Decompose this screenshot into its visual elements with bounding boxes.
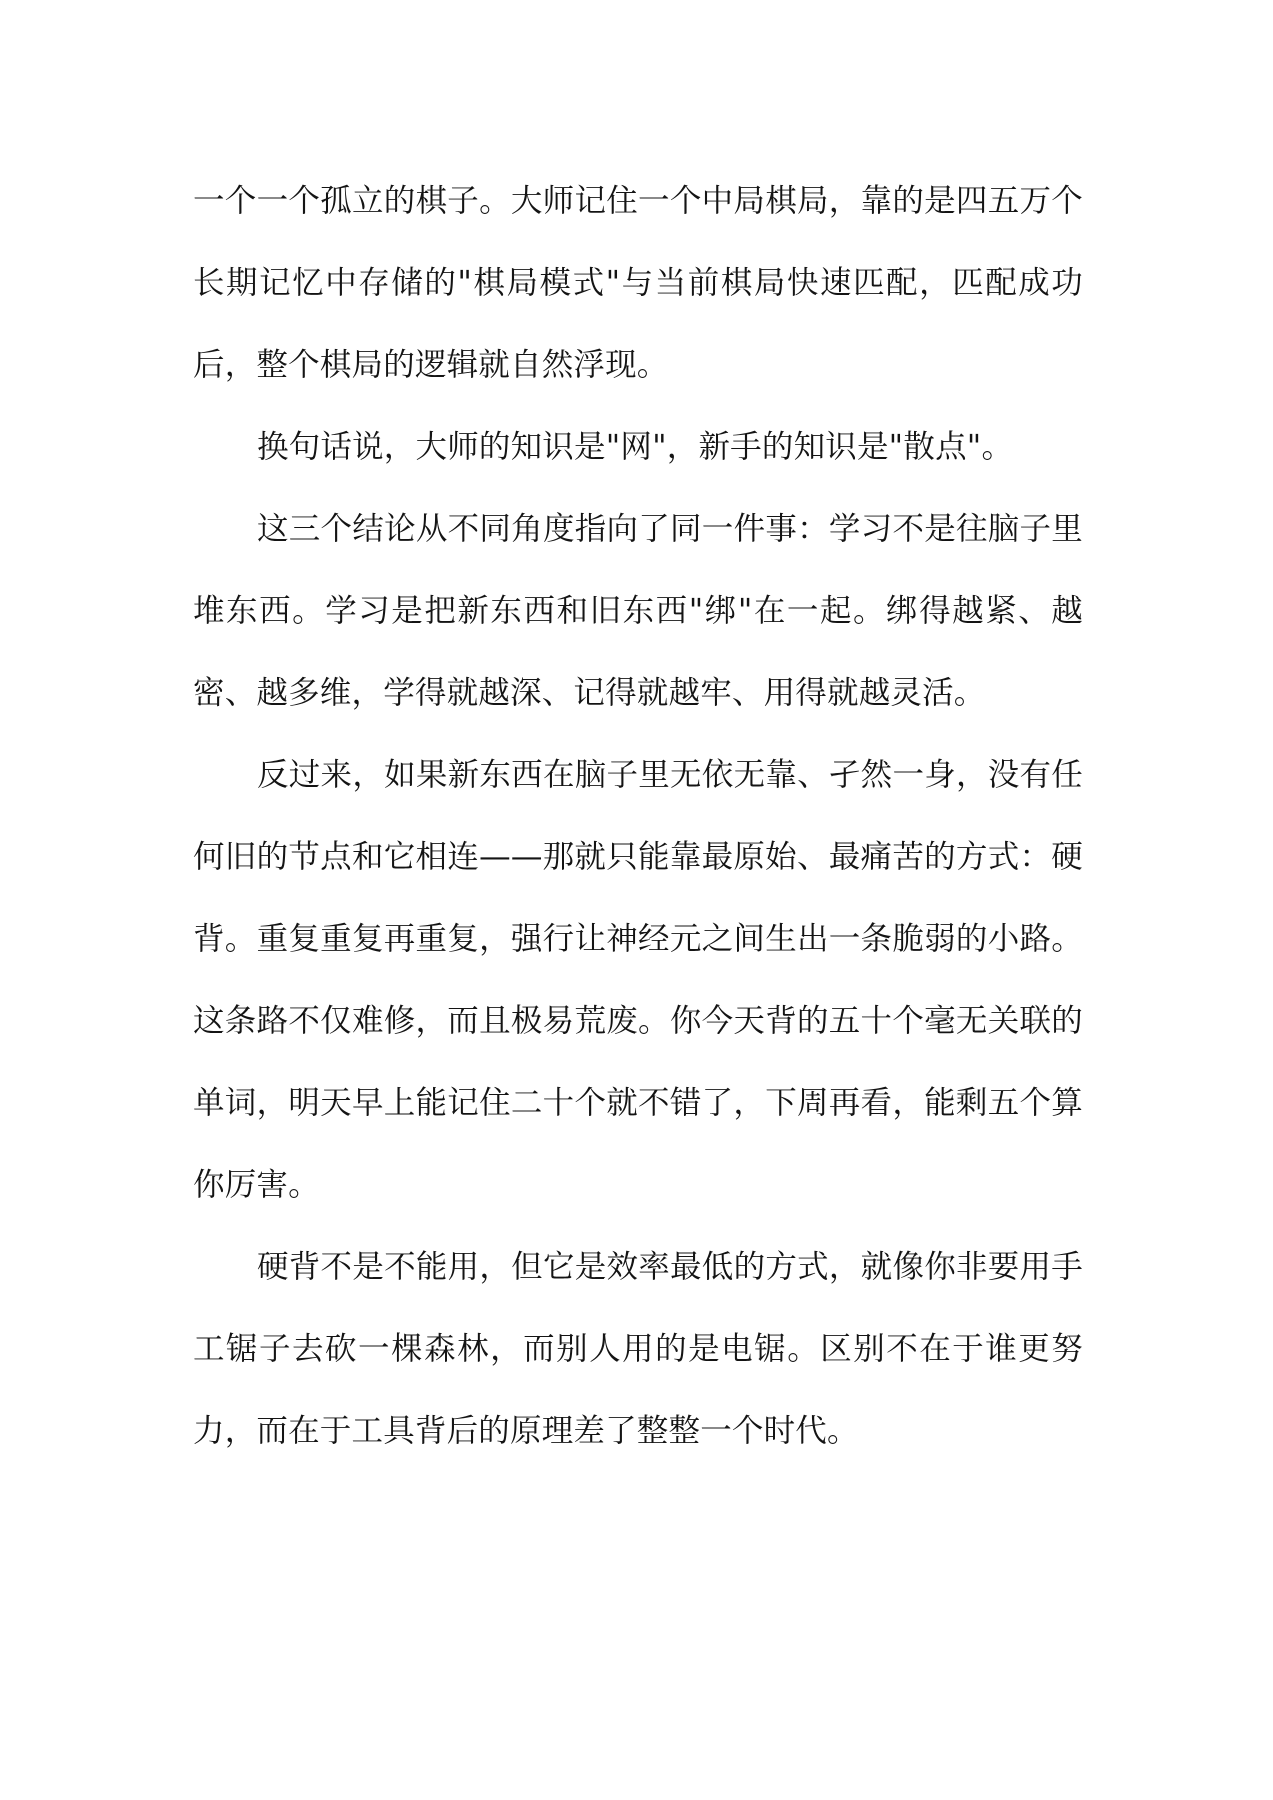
paragraph-3: 这三个结论从不同角度指向了同一件事：学习不是往脑子里堆东西。学习是把新东西和旧东西"绑"在一起。绑得越紧、越密、越多维，学得就越深、记得就越牢、用得就越灵活。	[193, 511, 1083, 711]
paragraph-1: 一个一个孤立的棋子。大师记住一个中局棋局，靠的是四五万个长期记忆中存储的"棋局模式"与当前棋局快速匹配，匹配成功后，整个棋局的逻辑就自然浮现。	[193, 183, 1083, 383]
paragraph-4: 反过来，如果新东西在脑子里无依无靠、孑然一身，没有任何旧的节点和它相连——那就只能靠最原始、最痛苦的方式：硬背。重复重复再重复，强行让神经元之间生出一条脆弱的小路。这条路不仅难修，而且极易荒废。你今天背的五十个毫无关联的单词，明天早上能记住二十个就不错了，下周再看，能剩五个算你厉害。	[193, 757, 1083, 1203]
paragraph-2: 换句话说，大师的知识是"网"，新手的知识是"散点"。	[257, 429, 1014, 465]
paragraph-5: 硬背不是不能用，但它是效率最低的方式，就像你非要用手工锯子去砍一棵森林，而别人用的是电锯。区别不在于谁更努力，而在于工具背后的原理差了整整一个时代。	[193, 1249, 1083, 1449]
body-text	[193, 160, 1083, 1472]
